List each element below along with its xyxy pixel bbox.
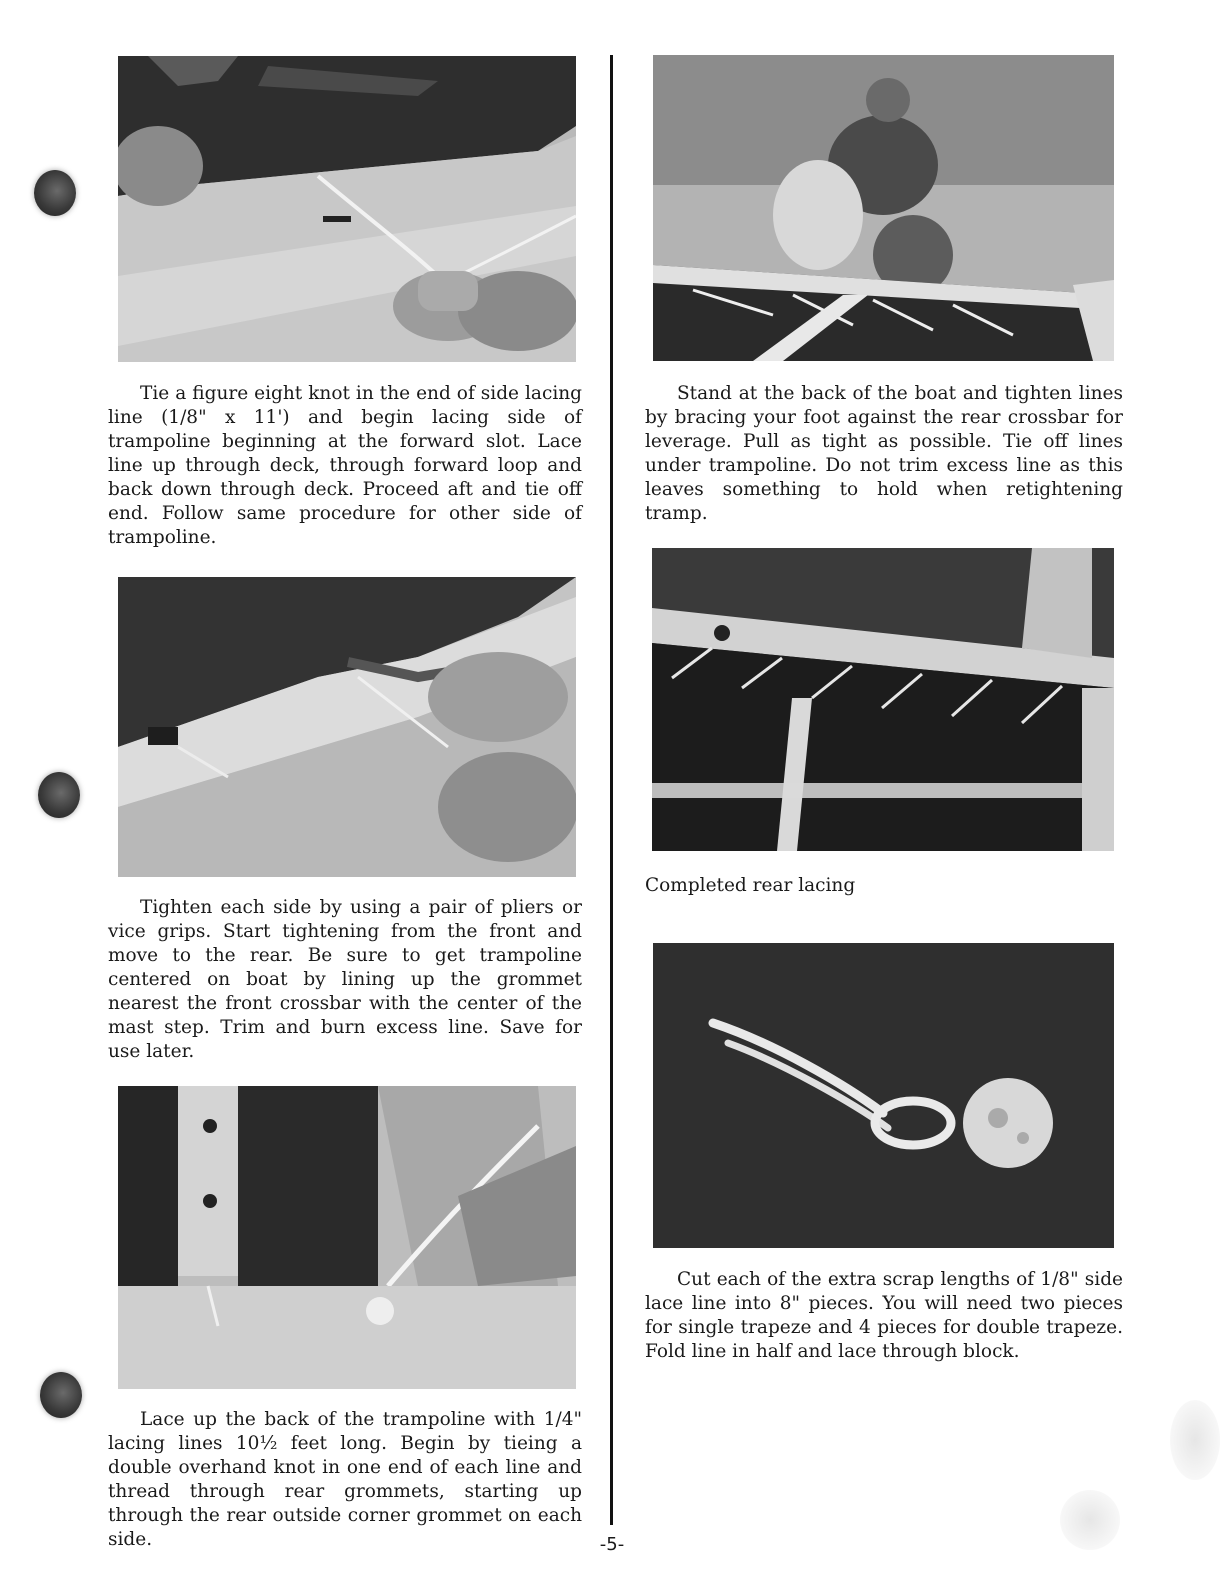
photo-pliers-tightening [118, 577, 576, 877]
caption-stand-back: Stand at the back of the boat and tighten lines by bracing your foot against the rear crossbar for leverage. Pull as tight as possible. Tie off lines under trampoline. Do not trim excess line as this leaves something to hold when retightening tramp. [645, 383, 1123, 524]
caption-lace-back: Lace up the back of the trampoline with 1/4" lacing lines 10½ feet long. Begin by tieing a double overhand knot in one end of each line and thread through rear grommets, starting up through the rear outside corner grommet on each side. [108, 1409, 582, 1550]
caption-tighten-side: Tighten each side by using a pair of pliers or vice grips. Start tightening from the front and move to the rear. Be sure to get trampoline centered on boat by lining up the grommet nearest the front crossbar with the center of the mast step. Trim and burn excess line. Save for use later. [108, 897, 582, 1062]
binder-hole-bottom [40, 1372, 82, 1418]
caption-side-lacing: Tie a figure eight knot in the end of side lacing line (1/8" x 11') and begin lacing side of trampoline beginning at the forward slot. Lace line up through deck, through forward loop and back down through deck. Proceed aft and tie off end. Follow same procedure for other side of trampoline. [108, 383, 582, 548]
scan-speck [1060, 1490, 1120, 1550]
binder-hole-top [34, 170, 76, 216]
binder-hole-middle [38, 772, 80, 818]
photo-back-lacing-knot [118, 1086, 576, 1389]
photo-scrap-line-block [653, 943, 1114, 1248]
page-number: -5- [599, 1534, 625, 1555]
column-divider [610, 55, 613, 1525]
photo-completed-rear-lacing [652, 548, 1114, 851]
caption-cut-scrap: Cut each of the extra scrap lengths of 1/8" side lace line into 8" pieces. You will need two pieces for single trapeze and 4 pieces for double trapeze. Fold line in half and lace through block. [645, 1269, 1123, 1362]
photo-side-lacing [118, 56, 576, 362]
scan-speck [1170, 1400, 1220, 1480]
photo-tighten-lines [653, 55, 1114, 361]
caption-completed-rear: Completed rear lacing [645, 875, 856, 896]
